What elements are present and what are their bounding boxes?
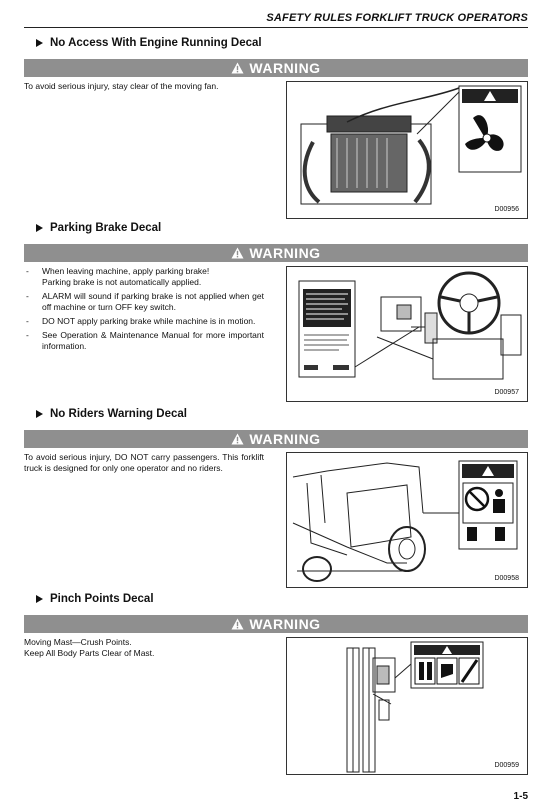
description-line-1: Moving Mast—Crush Points. — [24, 637, 132, 647]
description: To avoid serious injury, stay clear of the moving fan. — [24, 81, 219, 91]
section-title — [24, 220, 528, 236]
section-no-riders — [24, 406, 528, 582]
section-title-text: Parking Brake Decal — [50, 222, 162, 234]
section-title-text: No Access With Engine Running Decal — [50, 37, 262, 49]
description-line-2: Keep All Body Parts Clear of Mast. — [24, 648, 155, 658]
section-no-access — [24, 35, 528, 213]
parking-brake-decal-label — [299, 281, 355, 377]
forklift-illustration — [287, 453, 527, 587]
mast-illustration — [287, 638, 527, 774]
section-title-text: No Riders Warning Decal — [50, 408, 187, 420]
section-text — [24, 266, 264, 355]
warning-label: WARNING — [249, 60, 321, 76]
list-item: - See Operation & Maintenance Manual for more important information. — [24, 330, 264, 352]
warning-triangle-icon — [231, 618, 244, 630]
fan-decal-label — [459, 86, 521, 172]
section-title — [24, 35, 528, 51]
triangle-bullet-icon — [36, 595, 43, 603]
header-rule — [24, 27, 528, 28]
figure-id: D00956 — [494, 206, 519, 213]
page-header: SAFETY RULES FORKLIFT TRUCK OPERATORS — [266, 12, 528, 24]
figure-id: D00958 — [494, 575, 519, 582]
figure-id: D00957 — [494, 389, 519, 396]
warning-bar — [24, 430, 528, 448]
list-item: - ALARM will sound if parking brake is not applied when get off machine or turn OFF key switch. — [24, 291, 264, 313]
section-pinch-points — [24, 591, 528, 769]
section-parking-brake — [24, 220, 528, 396]
list-item: - DO NOT apply parking brake while machine is in motion. — [24, 316, 264, 327]
page-number: 1-5 — [513, 791, 528, 802]
warning-bar — [24, 59, 528, 77]
warning-triangle-icon — [231, 433, 244, 445]
figure-fan-decal — [286, 81, 528, 219]
section-title — [24, 591, 528, 607]
section-title-text: Pinch Points Decal — [50, 593, 154, 605]
warning-label: WARNING — [249, 616, 321, 632]
no-riders-decal-label — [459, 461, 517, 549]
engine-fan-illustration — [287, 82, 527, 218]
warning-bar — [24, 615, 528, 633]
section-text — [24, 637, 264, 659]
figure-pinch-points-decal — [286, 637, 528, 775]
steering-cab-illustration — [287, 267, 527, 401]
figure-id: D00959 — [494, 762, 519, 769]
warning-bar — [24, 244, 528, 262]
section-text — [24, 452, 264, 474]
warning-triangle-icon — [231, 62, 244, 74]
section-title — [24, 406, 528, 422]
warning-label: WARNING — [249, 245, 321, 261]
warning-triangle-icon — [231, 247, 244, 259]
triangle-bullet-icon — [36, 224, 43, 232]
bullet-list — [24, 266, 264, 352]
section-text — [24, 81, 264, 92]
warning-label: WARNING — [249, 431, 321, 447]
list-item: - When leaving machine, apply parking brake! Parking brake is not automatically applied. — [24, 266, 264, 288]
triangle-bullet-icon — [36, 410, 43, 418]
description: To avoid serious injury, DO NOT carry passengers. This forklift truck is designed for only one operator and no riders. — [24, 452, 264, 473]
triangle-bullet-icon — [36, 39, 43, 47]
figure-parking-brake-decal — [286, 266, 528, 402]
figure-no-riders-decal — [286, 452, 528, 588]
pinch-points-decal-label — [411, 642, 483, 688]
